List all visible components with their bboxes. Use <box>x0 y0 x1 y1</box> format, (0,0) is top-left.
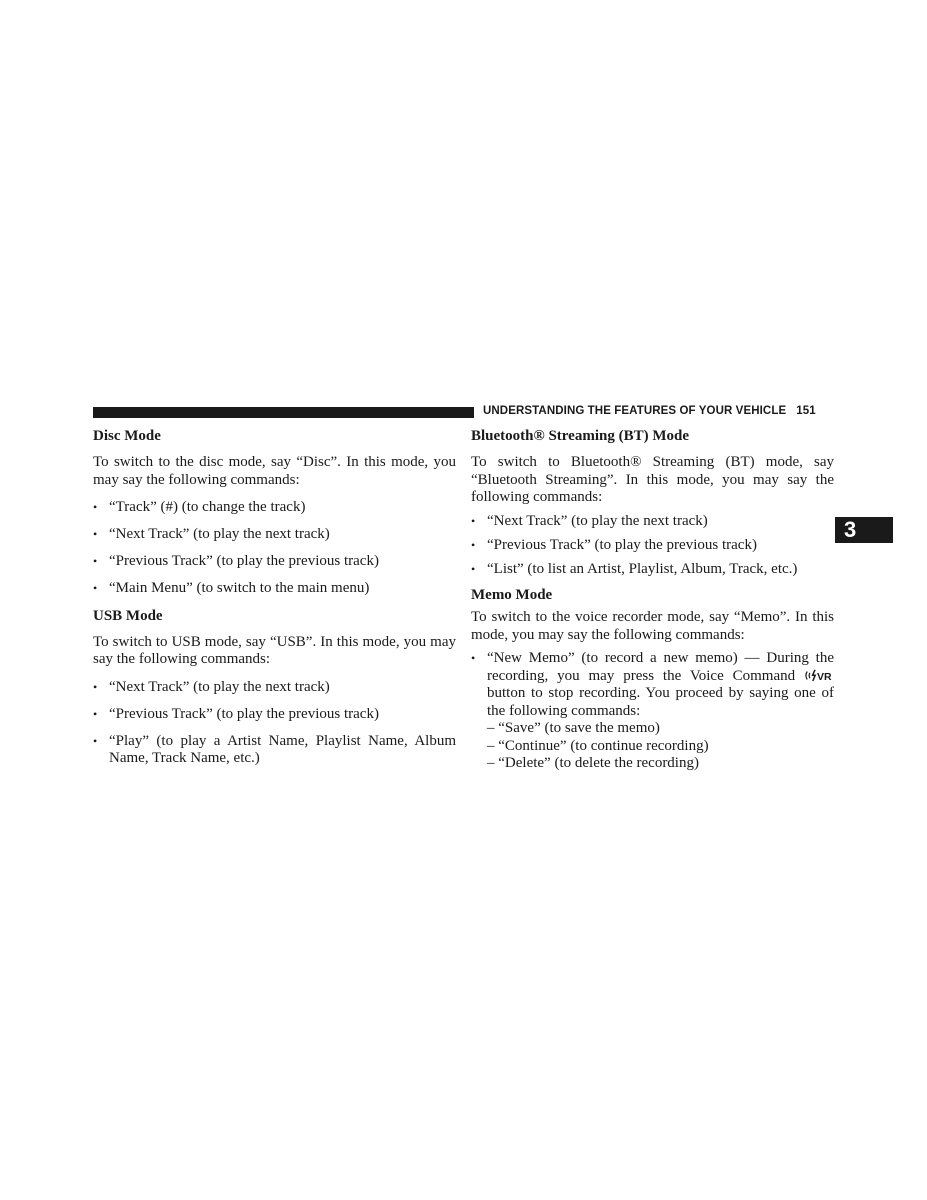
page-number: 151 <box>796 405 816 417</box>
left-column <box>93 427 456 768</box>
bullet-icon: • <box>93 527 98 541</box>
memo-mode-intro: To switch to the voice recorder mode, say “Memo”. In this mode, you may say the following commands: <box>471 609 834 643</box>
usb-mode-intro: To switch to USB mode, say “USB”. In this mode, you may say the following commands: <box>93 633 456 667</box>
memo-subcommands <box>487 720 834 773</box>
bt-mode-intro: To switch to Bluetooth® Streaming (BT) mode, say “Bluetooth Streaming”. In this mode, you may say the following commands: <box>471 454 834 505</box>
list-item: • “List” (to list an Artist, Playlist, Album, Track, etc.) <box>471 560 798 577</box>
chapter-tab: 3 <box>835 517 893 543</box>
bt-mode-heading: Bluetooth® Streaming (BT) Mode <box>471 428 690 444</box>
bullet-icon: • <box>471 561 476 576</box>
list-item: • “Next Track” (to play the next track) <box>93 526 330 542</box>
disc-mode-heading: Disc Mode <box>93 428 161 444</box>
bt-mode-commands <box>471 513 834 579</box>
usb-mode-commands <box>93 679 456 768</box>
disc-mode-intro: To switch to the disc mode, say “Disc”. In this mode, you may say the following commands: <box>93 454 456 488</box>
list-item: – “Continue” (to continue recording) <box>487 737 709 754</box>
list-item: • “Next Track” (to play the next track) <box>93 678 330 695</box>
list-item: • “New Memo” (to record a new memo) — During the recording, you may press the Voice Command VR button to stop recording. You proceed by saying one of the following commands: – “Save” (to save the memo) – “Continue” (to continue recording) – “Delete” (to delete the recording) <box>471 650 834 771</box>
bullet-icon: • <box>93 500 98 514</box>
memo-mode-heading: Memo Mode <box>471 587 553 603</box>
list-item: • “Next Track” (to play the next track) <box>471 512 708 529</box>
right-column <box>471 427 834 773</box>
list-item: • “Track” (#) (to change the track) <box>93 499 306 515</box>
bullet-icon: • <box>93 706 98 721</box>
section-title: UNDERSTANDING THE FEATURES OF YOUR VEHICLE <box>483 405 787 417</box>
bullet-icon: • <box>471 513 476 528</box>
bullet-icon: • <box>471 537 476 552</box>
list-item: • “Previous Track” (to play the previous track) <box>93 553 379 569</box>
list-item: • “Play” (to play a Artist Name, Playlist Name, Album Name, Track Name, etc.) <box>93 732 456 766</box>
svg-text:VR: VR <box>817 670 832 682</box>
running-header <box>483 405 834 417</box>
list-item: – “Save” (to save the memo) <box>487 720 660 736</box>
usb-mode-heading: USB Mode <box>93 607 163 624</box>
list-item: – “Delete” (to delete the recording) <box>487 755 699 771</box>
memo-mode-commands <box>471 650 834 773</box>
bullet-icon: • <box>93 679 98 694</box>
list-item: • “Previous Track” (to play the previous track) <box>93 705 379 722</box>
header-rule <box>93 407 474 418</box>
list-item: • “Previous Track” (to play the previous track) <box>471 536 757 553</box>
voice-command-icon <box>804 669 834 682</box>
disc-mode-commands <box>93 499 456 598</box>
bullet-icon: • <box>471 651 476 665</box>
list-item: • “Main Menu” (to switch to the main menu) <box>93 580 370 596</box>
bullet-icon: • <box>93 733 98 748</box>
bullet-icon: • <box>93 581 98 595</box>
bullet-icon: • <box>93 554 98 568</box>
